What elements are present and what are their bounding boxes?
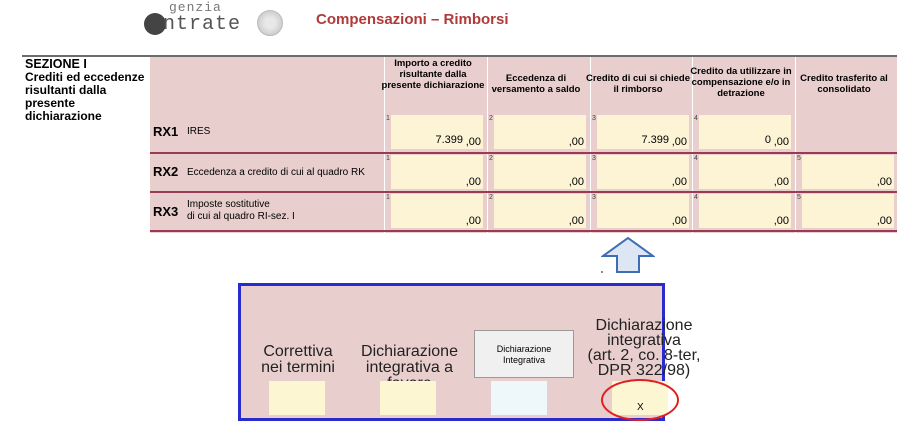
field-number: 1 [386,155,390,162]
field-number: 1 [386,115,390,122]
field-number: 1 [386,194,390,201]
label-line: Dichiarazione [595,317,693,334]
highlight-ellipse [601,379,679,421]
arrow-up-icon [601,236,655,274]
column-header-eccedenza: Eccedenza di versamento a saldo [491,73,581,95]
field-rx3-col2[interactable] [489,194,586,228]
field-rx2-col4[interactable] [694,155,791,189]
label-line: Correttiva [263,343,333,360]
column-header-consolidato: Credito trasferito al consolidato [800,73,888,95]
field-rx1-col3[interactable] [592,115,689,149]
field-decimal: ,00 [773,136,789,148]
field-rx3-col5[interactable] [797,194,894,228]
row-divider [150,152,897,154]
label-line: (art. 2, co. 8-ter, [587,347,701,364]
field-rx2-col5[interactable] [797,155,894,189]
field-value: 0 [764,134,771,146]
agenzia-entrate-logo [143,0,288,40]
field-decimal: ,00 [671,215,687,227]
field-rx1-col4[interactable] [694,115,791,149]
field-number: 2 [489,194,493,201]
page-title: Compensazioni – Rimborsi [316,11,509,28]
field-number: 4 [694,115,698,122]
label-line: integrativa a [365,359,454,376]
label-line: DPR 322/98) [597,362,691,379]
button-line: Dichiarazione [496,344,552,354]
section-subtitle: Crediti ed eccedenze risultanti dalla presente dichiarazione [25,70,145,123]
field-decimal: ,00 [568,176,584,188]
section-title: SEZIONE I [25,57,87,71]
section-heading [25,58,153,123]
field-number: 5 [797,194,801,201]
field-number: 2 [489,115,493,122]
label-line: nei termini [261,359,335,376]
field-value: 7.399 [435,134,463,146]
row-divider [150,230,897,232]
field-rx2-col1[interactable] [386,155,483,189]
field-decimal: ,00 [465,136,481,148]
field-decimal: ,00 [671,136,687,148]
field-number: 3 [592,194,596,201]
button-line: Integrativa [502,355,546,365]
emblem-icon [257,10,283,36]
row-desc-rx2: Eccedenza a credito di cui al quadro RK [187,167,365,178]
logo-top-text: genzia [169,0,222,15]
correttiva-field[interactable] [269,381,325,415]
field-rx2-col2[interactable] [489,155,586,189]
field-decimal: ,00 [465,215,481,227]
field-rx3-col4[interactable] [694,194,791,228]
field-decimal: ,00 [568,215,584,227]
field-rx1-col1[interactable] [386,115,483,149]
field-number: 5 [797,155,801,162]
row-code-rx1: RX1 [153,124,179,139]
field-decimal: ,00 [465,176,481,188]
row-desc-line: Imposte sostitutive [187,199,270,210]
integrativa-art-value: X [637,402,644,413]
column-header-rimborso: Credito di cui si chiede il rimborso [586,73,690,95]
label-line: Dichiarazione [361,343,458,360]
row-desc-rx1: IRES [187,126,211,137]
field-number: 2 [489,155,493,162]
field-number: 3 [592,155,596,162]
field-decimal: ,00 [773,176,789,188]
field-rx3-col1[interactable] [386,194,483,228]
column-header-compensazione: Credito da utilizzare in compensazione e/o in detrazione [690,66,792,99]
row-code-rx3: RX3 [153,204,179,219]
section-top-divider [22,55,897,57]
field-number: 4 [694,194,698,201]
field-rx3-col3[interactable] [592,194,689,228]
field-decimal: ,00 [876,176,892,188]
correttiva-label [258,344,338,376]
label-line: integrativa [607,332,681,349]
field-decimal: ,00 [876,215,892,227]
field-number: 4 [694,155,698,162]
column-header-importo: Importo a credito risultante dalla presente dichiarazione [381,58,485,91]
field-rx2-col3[interactable] [592,155,689,189]
field-value: 7.399 [641,134,669,146]
field-rx1-col2[interactable] [489,115,586,149]
marker-dot [601,271,603,273]
field-decimal: ,00 [568,136,584,148]
integrativa-art-label [574,318,714,378]
dichiarazione-integrativa-button[interactable] [474,330,574,378]
row-desc-rx3 [187,199,295,223]
row-divider [150,191,897,193]
row-code-rx2: RX2 [153,164,179,179]
dichiarazione-integrativa-field[interactable] [491,381,547,415]
row-desc-line: di cui al quadro RI-sez. I [187,211,295,222]
field-decimal: ,00 [773,215,789,227]
field-decimal: ,00 [671,176,687,188]
logo-text: ntrate [163,13,242,36]
dichiarazione-favore-field[interactable] [380,381,436,415]
field-number: 3 [592,115,596,122]
